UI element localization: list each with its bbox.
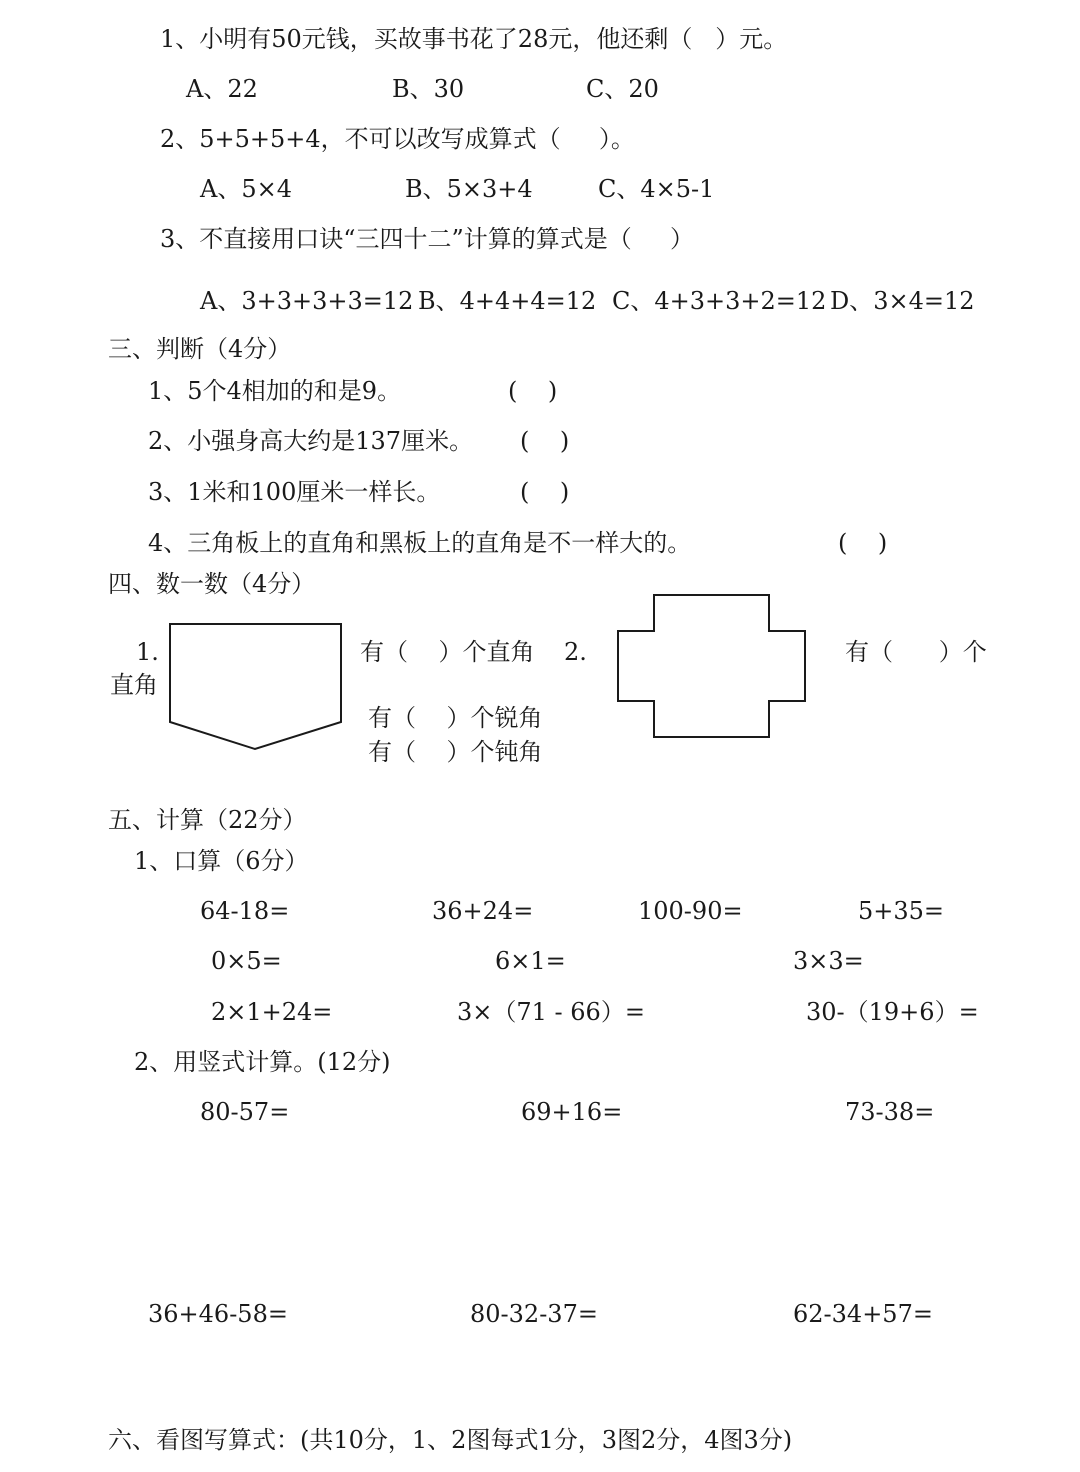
- section4-title: 四、数一数（4分）: [108, 570, 316, 598]
- mc-q2-option-b: B、5×3+4: [405, 175, 533, 203]
- count-q1-wrap: 直角: [110, 671, 158, 699]
- mc-q1-stem: 1、小明有50元钱，买故事书花了28元，他还剩（ ）元。: [160, 25, 788, 53]
- count-q2-number: 2.: [564, 638, 587, 666]
- mc-q1-option-c: C、20: [586, 75, 659, 103]
- mc-q2-stem: 2、5+5+5+4，不可以改写成算式（ ）。: [160, 125, 635, 153]
- tf-item-1-paren: ( ): [508, 377, 558, 405]
- oral-problem: 5+35=: [858, 897, 945, 925]
- mc-q1-option-b: B、30: [392, 75, 465, 103]
- mc-q3-option-c: C、4+3+3+2=12: [612, 287, 827, 315]
- oral-problem: 30-（19+6）=: [806, 998, 979, 1026]
- count-q1-acute-angles: 有（ ）个锐角: [368, 704, 543, 732]
- tf-item-3: 3、1米和100厘米一样长。: [148, 478, 441, 506]
- oral-problem: 0×5=: [211, 947, 282, 975]
- count-q1-right-angles: 有（ ）个直角: [360, 638, 535, 666]
- count-q1-number: 1.: [136, 638, 159, 666]
- vertical-problem: 69+16=: [521, 1098, 623, 1126]
- oral-problem: 3×3=: [793, 947, 864, 975]
- oral-calc-heading: 1、口算（6分）: [134, 847, 309, 875]
- tf-item-3-paren: ( ): [520, 478, 570, 506]
- mc-q3-option-a: A、3+3+3+3=12: [200, 287, 414, 315]
- mc-q1-option-a: A、22: [186, 75, 258, 103]
- count-q2-right-angles: 有（ ）个: [845, 638, 987, 666]
- tf-item-2-paren: ( ): [520, 427, 570, 455]
- count-q1-obtuse-angles: 有（ ）个钝角: [368, 738, 543, 766]
- section5-title: 五、计算（22分）: [108, 806, 307, 834]
- vertical-problem: 36+46-58=: [148, 1300, 288, 1328]
- vertical-problem: 80-32-37=: [470, 1300, 598, 1328]
- oral-problem: 6×1=: [495, 947, 566, 975]
- mc-q2-option-c: C、4×5-1: [598, 175, 715, 203]
- vertical-problem: 73-38=: [845, 1098, 935, 1126]
- oral-problem: 36+24=: [432, 897, 534, 925]
- oral-problem: 100-90=: [638, 897, 743, 925]
- cross-figure: [612, 590, 812, 744]
- oral-problem: 3×（71 - 66）=: [457, 998, 645, 1026]
- mc-q3-stem: 3、不直接用口诀“三四十二”计算的算式是（ ）: [160, 225, 694, 253]
- tf-item-2: 2、小强身高大约是137厘米。: [148, 427, 474, 455]
- pentagon-figure: [165, 620, 347, 754]
- vertical-problem: 62-34+57=: [793, 1300, 933, 1328]
- vertical-problem: 80-57=: [200, 1098, 290, 1126]
- tf-item-4-paren: ( ): [838, 529, 888, 557]
- tf-item-1: 1、5个4相加的和是9。: [148, 377, 402, 405]
- vertical-calc-heading: 2、用竖式计算。(12分): [134, 1048, 391, 1076]
- section3-title: 三、判断（4分）: [108, 335, 292, 363]
- mc-q2-option-a: A、5×4: [200, 175, 292, 203]
- mc-q3-option-d: D、3×4=12: [830, 287, 975, 315]
- tf-item-4: 4、三角板上的直角和黑板上的直角是不一样大的。: [148, 529, 692, 557]
- oral-problem: 2×1+24=: [211, 998, 333, 1026]
- section6-title: 六、看图写算式：(共10分，1、2图每式1分，3图2分，4图3分): [108, 1426, 793, 1454]
- mc-q3-option-b: B、4+4+4=12: [418, 287, 597, 315]
- oral-problem: 64-18=: [200, 897, 290, 925]
